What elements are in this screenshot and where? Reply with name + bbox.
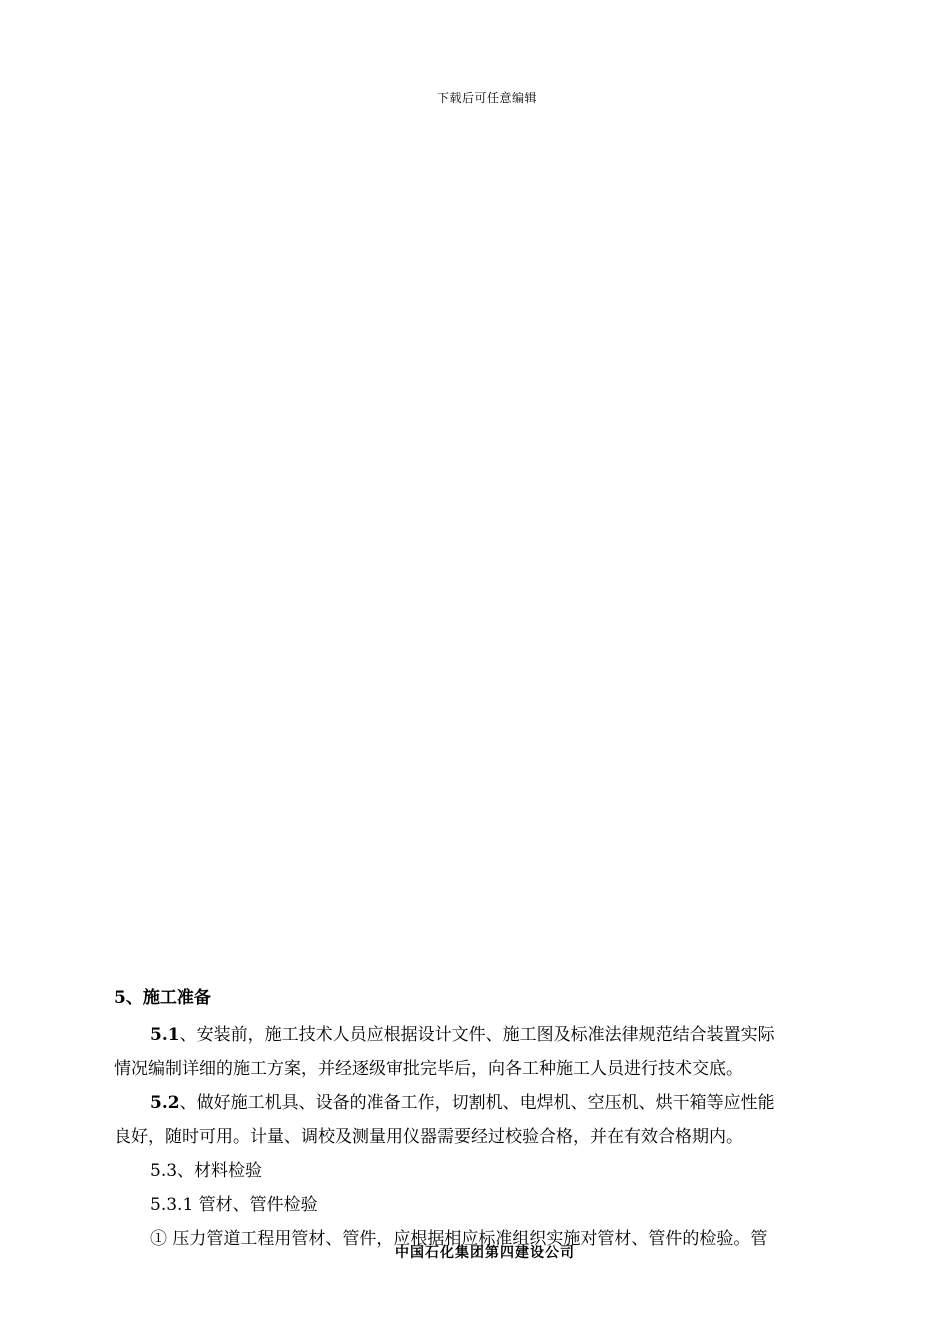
footer-company: 中国石化集团第四建设公司 — [395, 1245, 575, 1261]
paragraph-5-1 — [114, 1018, 858, 1086]
document-body — [114, 986, 858, 1256]
paragraph-5-1-line-2: 情况编制详细的施工方案，并经逐级审批完毕后，向各工种施工人员进行技术交底。 — [114, 1059, 743, 1079]
paragraph-5-3-1: 5.3.1 管材、管件检验 — [150, 1195, 318, 1215]
paragraph-5-2 — [114, 1086, 858, 1154]
paragraph-text: 、做好施工机具、设备的准备工作，切割机、电焊机、空压机、烘干箱等应性能 — [179, 1093, 775, 1113]
header-note: 下载后可任意编辑 — [436, 91, 537, 105]
clause-number: 5.2 — [150, 1093, 180, 1113]
paragraph-5-3: 5.3、材料检验 — [150, 1161, 263, 1181]
paragraph-5-1-line-1 — [114, 1018, 858, 1052]
paragraph-item-1: ① 压力管道工程用管材、管件，应根据相应标准组织实施对管材、管件的检验。管 — [150, 1229, 768, 1249]
clause-number: 5.1 — [150, 1025, 180, 1045]
section-title: 5、施工准备 — [114, 988, 211, 1008]
paragraph-5-2-line-1 — [114, 1086, 858, 1120]
paragraph-5-2-line-2: 良好，随时可用。计量、调校及测量用仪器需要经过校验合格，并在有效合格期内。 — [114, 1127, 743, 1147]
paragraph-text: 、安装前，施工技术人员应根据设计文件、施工图及标准法律规范结合装置实际 — [179, 1025, 775, 1045]
